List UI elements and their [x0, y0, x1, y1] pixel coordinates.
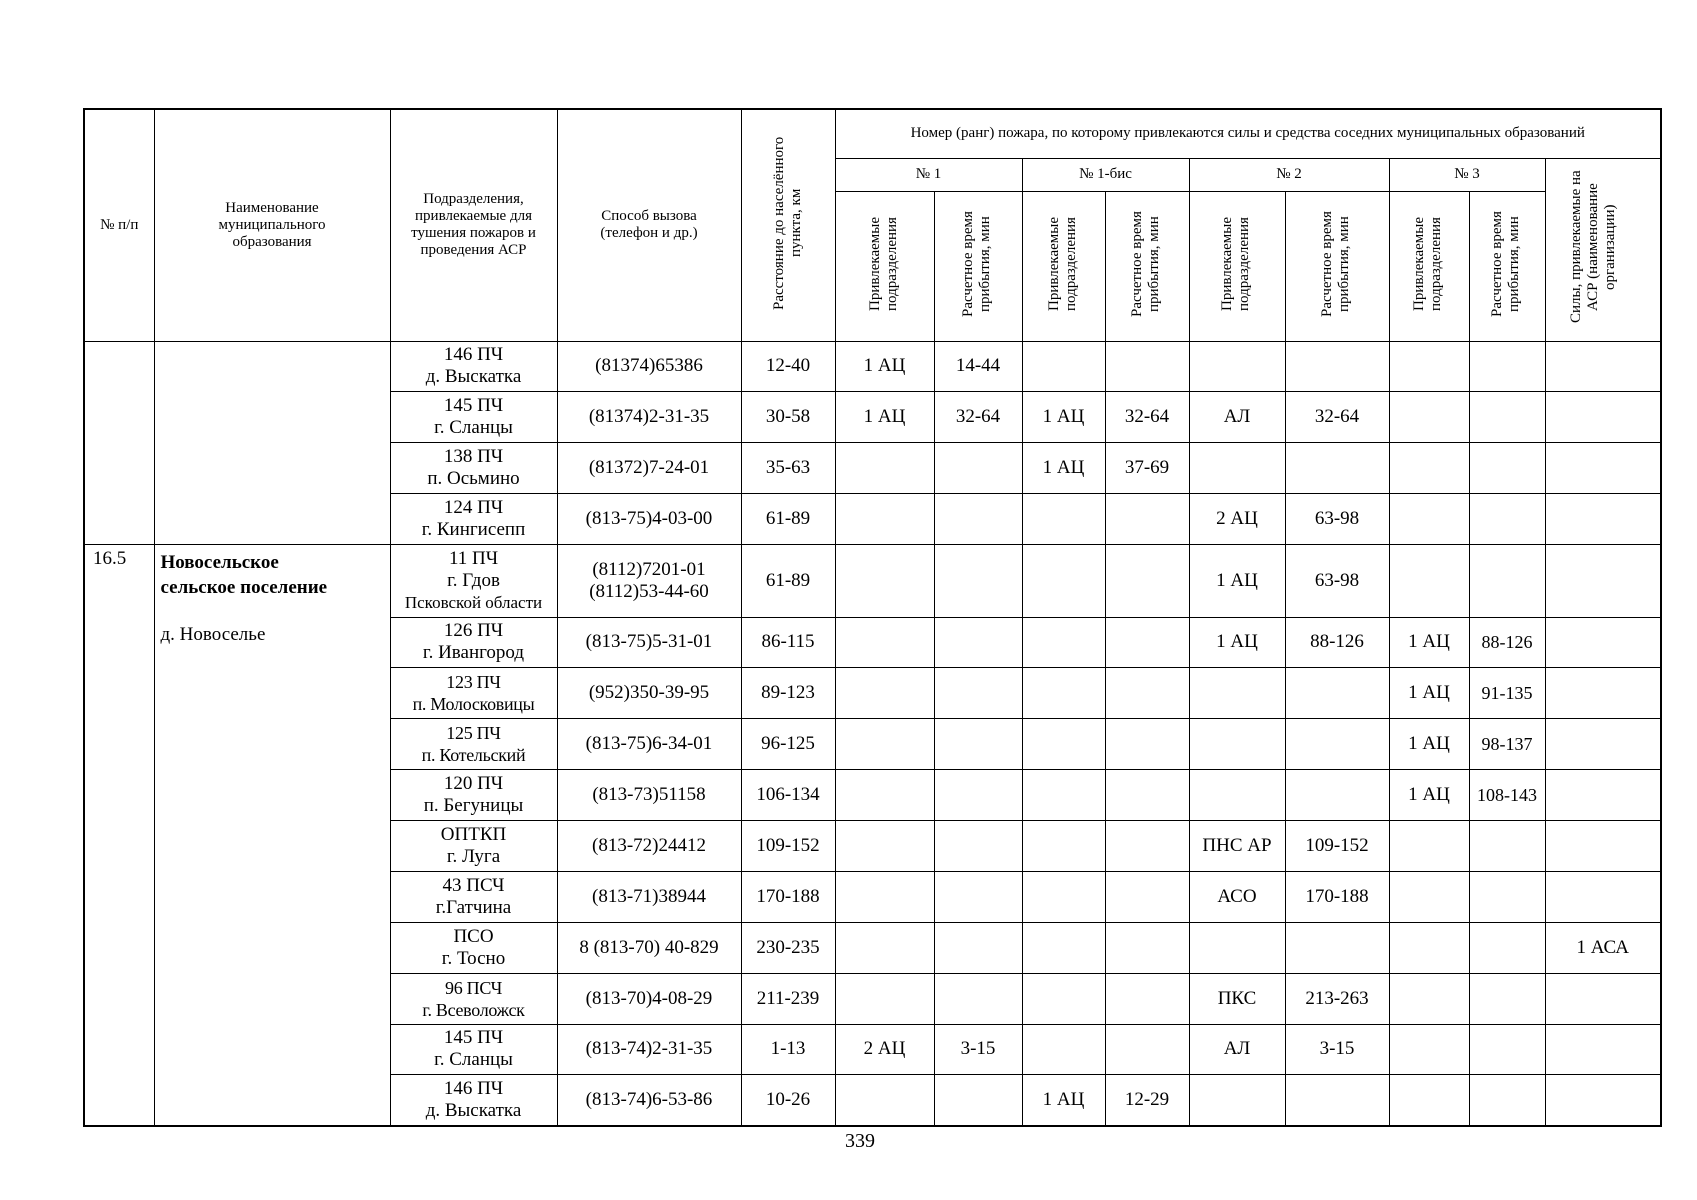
- unit-place: г. Гдов: [447, 569, 500, 591]
- r1-unit-cell: [835, 719, 934, 770]
- unit-cell: [390, 668, 557, 719]
- r1-unit-cell: [835, 545, 934, 618]
- r3-time-cell: [1469, 392, 1545, 443]
- r1-time-cell: [934, 617, 1022, 668]
- r1b-unit-cell: [1022, 922, 1105, 973]
- r2-unit-cell: ПКС: [1189, 973, 1285, 1024]
- r3-time-cell: [1469, 545, 1545, 618]
- asr-cell: [1545, 973, 1661, 1024]
- header-r2-units: Привлекаемые подразделения: [1189, 191, 1285, 341]
- r2-time-cell: 88-126: [1285, 617, 1389, 668]
- r3-time-cell: 108-143: [1469, 770, 1545, 821]
- r1-time-cell: [934, 922, 1022, 973]
- r1-unit-cell: 1 АЦ: [835, 341, 934, 392]
- distance-cell: 35-63: [741, 443, 835, 494]
- unit-name: 145 ПЧ: [443, 1027, 504, 1049]
- r2-unit-cell: 2 АЦ: [1189, 494, 1285, 545]
- prev-municipality-cell: [154, 341, 390, 545]
- unit-cell: [390, 922, 557, 973]
- phone-cell: [557, 341, 741, 392]
- phone-cell: [557, 443, 741, 494]
- page-number: 339: [845, 1130, 875, 1152]
- header-rank-1: № 1: [835, 158, 1022, 191]
- r3-unit-cell: [1389, 922, 1469, 973]
- r3-time-cell: [1469, 871, 1545, 922]
- phone: (813-75)6-34-01: [585, 733, 713, 755]
- r2-time-cell: 3-15: [1285, 1024, 1389, 1075]
- header-rank-3: № 3: [1389, 158, 1545, 191]
- asr-cell: [1545, 494, 1661, 545]
- unit-place: п. Осьмино: [427, 468, 520, 490]
- asr-cell: [1545, 719, 1661, 770]
- r3-unit-cell: [1389, 821, 1469, 872]
- unit-name: ПСО: [453, 925, 494, 947]
- r1b-unit-cell: [1022, 973, 1105, 1024]
- distance-cell: 96-125: [741, 719, 835, 770]
- r3-unit-cell: [1389, 443, 1469, 494]
- phone-cell: [557, 1075, 741, 1126]
- municipality-name-line2: сельское поселение: [160, 577, 328, 598]
- r1b-time-cell: 37-69: [1105, 443, 1189, 494]
- phone: (813-70)4-08-29: [585, 987, 713, 1009]
- unit-cell: [390, 1075, 557, 1126]
- unit-name: 146 ПЧ: [443, 344, 504, 366]
- r3-time-cell: [1469, 443, 1545, 494]
- r3-time-cell: [1469, 341, 1545, 392]
- phone: (8112)7201-01: [592, 558, 706, 580]
- header-r3-time: Расчетное время прибытия, мин: [1469, 191, 1545, 341]
- r1-unit-cell: [835, 1075, 934, 1126]
- phone: (813-74)2-31-35: [585, 1038, 713, 1060]
- distance-cell: 10-26: [741, 1075, 835, 1126]
- unit-place: г. Сланцы: [434, 417, 513, 439]
- r2-time-cell: [1285, 922, 1389, 973]
- distance-cell: 86-115: [741, 617, 835, 668]
- asr-cell: [1545, 443, 1661, 494]
- header-r1b-time: Расчетное время прибытия, мин: [1105, 191, 1189, 341]
- r1b-time-cell: [1105, 545, 1189, 618]
- r1b-unit-cell: [1022, 668, 1105, 719]
- unit-cell: [390, 821, 557, 872]
- r1-unit-cell: [835, 922, 934, 973]
- r3-time-cell: 98-137: [1469, 719, 1545, 770]
- unit-cell: [390, 770, 557, 821]
- r2-time-cell: 170-188: [1285, 871, 1389, 922]
- asr-cell: [1545, 1075, 1661, 1126]
- asr-cell: [1545, 617, 1661, 668]
- r3-time-cell: [1469, 922, 1545, 973]
- header-rank-1bis: № 1-бис: [1022, 158, 1189, 191]
- asr-cell: [1545, 668, 1661, 719]
- table-body: [84, 341, 1661, 1126]
- header-r3-units: Привлекаемые подразделения: [1389, 191, 1469, 341]
- phone: (952)350-39-95: [588, 682, 710, 704]
- r2-time-cell: [1285, 341, 1389, 392]
- phone-cell: [557, 922, 741, 973]
- unit-place: г. Кингисепп: [421, 519, 526, 541]
- r1-time-cell: [934, 668, 1022, 719]
- r1b-time-cell: [1105, 871, 1189, 922]
- r1-unit-cell: [835, 617, 934, 668]
- phone-cell: [557, 973, 741, 1024]
- r1-unit-cell: 1 АЦ: [835, 392, 934, 443]
- asr-cell: 1 АСА: [1545, 922, 1661, 973]
- r3-time-cell: [1469, 973, 1545, 1024]
- unit-name: 11 ПЧ: [448, 547, 499, 569]
- section-number: 16.5: [84, 545, 154, 1127]
- municipality-name-line1: Новосельское: [160, 552, 279, 573]
- phone-cell: [557, 1024, 741, 1075]
- r2-unit-cell: АЛ: [1189, 392, 1285, 443]
- r1-time-cell: [934, 821, 1022, 872]
- r2-time-cell: [1285, 1075, 1389, 1126]
- r1-unit-cell: [835, 821, 934, 872]
- r3-unit-cell: [1389, 1024, 1469, 1075]
- asr-cell: [1545, 821, 1661, 872]
- header-r2-time: Расчетное время прибытия, мин: [1285, 191, 1389, 341]
- r2-time-cell: [1285, 719, 1389, 770]
- r1b-unit-cell: [1022, 341, 1105, 392]
- r3-unit-cell: [1389, 1075, 1469, 1126]
- r1b-time-cell: [1105, 719, 1189, 770]
- phone: (813-73)51158: [592, 784, 706, 806]
- unit-place-region: Псковской области: [404, 592, 543, 612]
- r2-unit-cell: [1189, 719, 1285, 770]
- r2-time-cell: [1285, 770, 1389, 821]
- r1b-time-cell: [1105, 922, 1189, 973]
- r1-time-cell: 32-64: [934, 392, 1022, 443]
- asr-cell: [1545, 341, 1661, 392]
- unit-cell: [390, 871, 557, 922]
- r3-unit-cell: [1389, 494, 1469, 545]
- distance-cell: 61-89: [741, 545, 835, 618]
- phone-cell: [557, 770, 741, 821]
- r3-unit-cell: [1389, 392, 1469, 443]
- r1-time-cell: [934, 545, 1022, 618]
- r2-unit-cell: [1189, 341, 1285, 392]
- phone: (813-75)4-03-00: [585, 508, 713, 530]
- distance-cell: 30-58: [741, 392, 835, 443]
- header-asr: Силы, привлекаемые на АСР (наименование организации): [1545, 158, 1661, 341]
- r2-unit-cell: 1 АЦ: [1189, 545, 1285, 618]
- r3-time-cell: [1469, 1075, 1545, 1126]
- r1b-unit-cell: 1 АЦ: [1022, 1075, 1105, 1126]
- r2-unit-cell: АСО: [1189, 871, 1285, 922]
- phone: (81372)7-24-01: [588, 457, 710, 479]
- r2-unit-cell: ПНС АР: [1189, 821, 1285, 872]
- r2-unit-cell: [1189, 668, 1285, 719]
- r1-unit-cell: [835, 668, 934, 719]
- header-call: Способ вызова (телефон и др.): [557, 109, 741, 341]
- unit-cell: [390, 973, 557, 1024]
- header-num: № п/п: [84, 109, 154, 341]
- r1b-unit-cell: [1022, 617, 1105, 668]
- table-row: [84, 545, 1661, 618]
- r3-unit-cell: [1389, 871, 1469, 922]
- asr-cell: [1545, 871, 1661, 922]
- distance-cell: 211-239: [741, 973, 835, 1024]
- r1b-time-cell: 32-64: [1105, 392, 1189, 443]
- phone: (813-71)38944: [592, 885, 706, 907]
- unit-cell: [390, 443, 557, 494]
- r2-time-cell: 213-263: [1285, 973, 1389, 1024]
- unit-name: 126 ПЧ: [443, 620, 504, 642]
- unit-cell: [390, 392, 557, 443]
- r2-unit-cell: [1189, 1075, 1285, 1126]
- r1b-time-cell: [1105, 973, 1189, 1024]
- unit-place: г. Всеволожск: [422, 999, 525, 1020]
- r1-time-cell: [934, 973, 1022, 1024]
- r3-unit-cell: [1389, 545, 1469, 618]
- r3-unit-cell: 1 АЦ: [1389, 770, 1469, 821]
- prev-num-cell: [84, 341, 154, 545]
- header-r1-time: Расчетное время прибытия, мин: [934, 191, 1022, 341]
- r1b-unit-cell: [1022, 871, 1105, 922]
- r1-unit-cell: [835, 770, 934, 821]
- r1b-unit-cell: [1022, 770, 1105, 821]
- r2-time-cell: 109-152: [1285, 821, 1389, 872]
- r3-unit-cell: 1 АЦ: [1389, 668, 1469, 719]
- asr-cell: [1545, 770, 1661, 821]
- header-units: Подразделения, привлекаемые для тушения пожаров и проведения АСР: [390, 109, 557, 341]
- distance-cell: 61-89: [741, 494, 835, 545]
- unit-name: 145 ПЧ: [443, 395, 504, 417]
- r1b-unit-cell: [1022, 719, 1105, 770]
- unit-name: 124 ПЧ: [443, 497, 504, 519]
- unit-place: г.Гатчина: [435, 896, 512, 918]
- distance-cell: 12-40: [741, 341, 835, 392]
- r2-unit-cell: [1189, 770, 1285, 821]
- phone: (813-74)6-53-86: [585, 1089, 713, 1111]
- header-r1b-units: Привлекаемые подразделения: [1022, 191, 1105, 341]
- r1b-time-cell: [1105, 341, 1189, 392]
- unit-place: г. Ивангород: [422, 642, 525, 664]
- r3-time-cell: [1469, 1024, 1545, 1075]
- phone: (81374)2-31-35: [588, 406, 710, 428]
- distance-cell: 106-134: [741, 770, 835, 821]
- r1b-time-cell: [1105, 770, 1189, 821]
- r1b-unit-cell: 1 АЦ: [1022, 443, 1105, 494]
- municipality-locality: д. Новоселье: [160, 624, 266, 645]
- header-row-1: [84, 109, 1661, 158]
- r1b-unit-cell: 1 АЦ: [1022, 392, 1105, 443]
- unit-cell: [390, 494, 557, 545]
- unit-name: 43 ПСЧ: [442, 874, 505, 896]
- unit-cell: [390, 1024, 557, 1075]
- r1b-time-cell: [1105, 821, 1189, 872]
- r1b-time-cell: [1105, 1024, 1189, 1075]
- r2-time-cell: [1285, 668, 1389, 719]
- unit-name: 96 ПСЧ: [445, 977, 502, 998]
- r3-unit-cell: [1389, 973, 1469, 1024]
- r1-time-cell: [934, 494, 1022, 545]
- asr-cell: [1545, 545, 1661, 618]
- r3-unit-cell: 1 АЦ: [1389, 719, 1469, 770]
- phone-cell: [557, 821, 741, 872]
- unit-name: 138 ПЧ: [443, 446, 504, 468]
- table-row: [84, 341, 1661, 392]
- unit-name: 125 ПЧ: [446, 723, 501, 744]
- section-municipality: [154, 545, 390, 1127]
- r1b-unit-cell: [1022, 1024, 1105, 1075]
- unit-name: 146 ПЧ: [443, 1078, 504, 1100]
- r1-unit-cell: [835, 443, 934, 494]
- distance-cell: 170-188: [741, 871, 835, 922]
- phone: (813-72)24412: [592, 834, 706, 856]
- r1b-time-cell: [1105, 668, 1189, 719]
- r3-time-cell: [1469, 494, 1545, 545]
- unit-place: г. Луга: [446, 845, 501, 867]
- distance-cell: 230-235: [741, 922, 835, 973]
- phone-cell: [557, 668, 741, 719]
- phone-cell: [557, 617, 741, 668]
- phone: (81374)65386: [595, 355, 703, 377]
- unit-cell: [390, 545, 557, 618]
- header-municipality: Наименование муниципального образования: [154, 109, 390, 341]
- phone-cell: [557, 545, 741, 618]
- unit-place: д. Выскатка: [425, 1100, 522, 1122]
- r2-unit-cell: АЛ: [1189, 1024, 1285, 1075]
- phone-alt: (8112)53-44-60: [589, 580, 709, 602]
- unit-name: 120 ПЧ: [443, 773, 504, 795]
- r1-time-cell: 14-44: [934, 341, 1022, 392]
- r1-unit-cell: [835, 494, 934, 545]
- r1-time-cell: [934, 1075, 1022, 1126]
- header-rank-2: № 2: [1189, 158, 1389, 191]
- r1b-unit-cell: [1022, 494, 1105, 545]
- phone: (813-75)5-31-01: [585, 631, 713, 653]
- phone-cell: [557, 871, 741, 922]
- unit-name: ОПТКП: [440, 823, 507, 845]
- r2-time-cell: 32-64: [1285, 392, 1389, 443]
- r1b-time-cell: 12-29: [1105, 1075, 1189, 1126]
- r1-unit-cell: [835, 973, 934, 1024]
- asr-cell: [1545, 392, 1661, 443]
- r2-time-cell: 63-98: [1285, 494, 1389, 545]
- asr-cell: [1545, 1024, 1661, 1075]
- phone: 8 (813-70) 40-829: [579, 936, 719, 958]
- distance-cell: 109-152: [741, 821, 835, 872]
- resource-allocation-table: [83, 108, 1662, 1127]
- r1b-unit-cell: [1022, 545, 1105, 618]
- header-distance: Расстояние до населённого пункта, км: [741, 109, 835, 341]
- unit-place: п. Бегуницы: [423, 795, 524, 817]
- header-rank-group: Номер (ранг) пожара, по которому привлекаются силы и средства соседних муниципальных образований: [835, 109, 1661, 158]
- unit-cell: [390, 719, 557, 770]
- r2-unit-cell: [1189, 443, 1285, 494]
- r2-unit-cell: [1189, 922, 1285, 973]
- unit-place: п. Молосковицы: [412, 694, 535, 715]
- r1-time-cell: [934, 770, 1022, 821]
- r1-unit-cell: [835, 871, 934, 922]
- r3-time-cell: [1469, 821, 1545, 872]
- r2-unit-cell: 1 АЦ: [1189, 617, 1285, 668]
- r1b-time-cell: [1105, 494, 1189, 545]
- header-r1-units: Привлекаемые подразделения: [835, 191, 934, 341]
- phone-cell: [557, 719, 741, 770]
- phone-cell: [557, 494, 741, 545]
- unit-name: 123 ПЧ: [446, 672, 501, 693]
- r3-time-cell: 88-126: [1469, 617, 1545, 668]
- unit-place: г. Сланцы: [434, 1049, 513, 1071]
- unit-cell: [390, 341, 557, 392]
- r2-time-cell: 63-98: [1285, 545, 1389, 618]
- r1-unit-cell: 2 АЦ: [835, 1024, 934, 1075]
- r3-unit-cell: 1 АЦ: [1389, 617, 1469, 668]
- unit-place: г. Тосно: [441, 947, 506, 969]
- r3-unit-cell: [1389, 341, 1469, 392]
- r3-time-cell: 91-135: [1469, 668, 1545, 719]
- unit-place: д. Выскатка: [425, 366, 522, 388]
- r1-time-cell: [934, 871, 1022, 922]
- phone-cell: [557, 392, 741, 443]
- unit-place: п. Котельский: [421, 745, 526, 766]
- r1-time-cell: [934, 443, 1022, 494]
- r1-time-cell: 3-15: [934, 1024, 1022, 1075]
- r1b-time-cell: [1105, 617, 1189, 668]
- distance-cell: 89-123: [741, 668, 835, 719]
- r2-time-cell: [1285, 443, 1389, 494]
- r1-time-cell: [934, 719, 1022, 770]
- r1b-unit-cell: [1022, 821, 1105, 872]
- distance-cell: 1-13: [741, 1024, 835, 1075]
- unit-cell: [390, 617, 557, 668]
